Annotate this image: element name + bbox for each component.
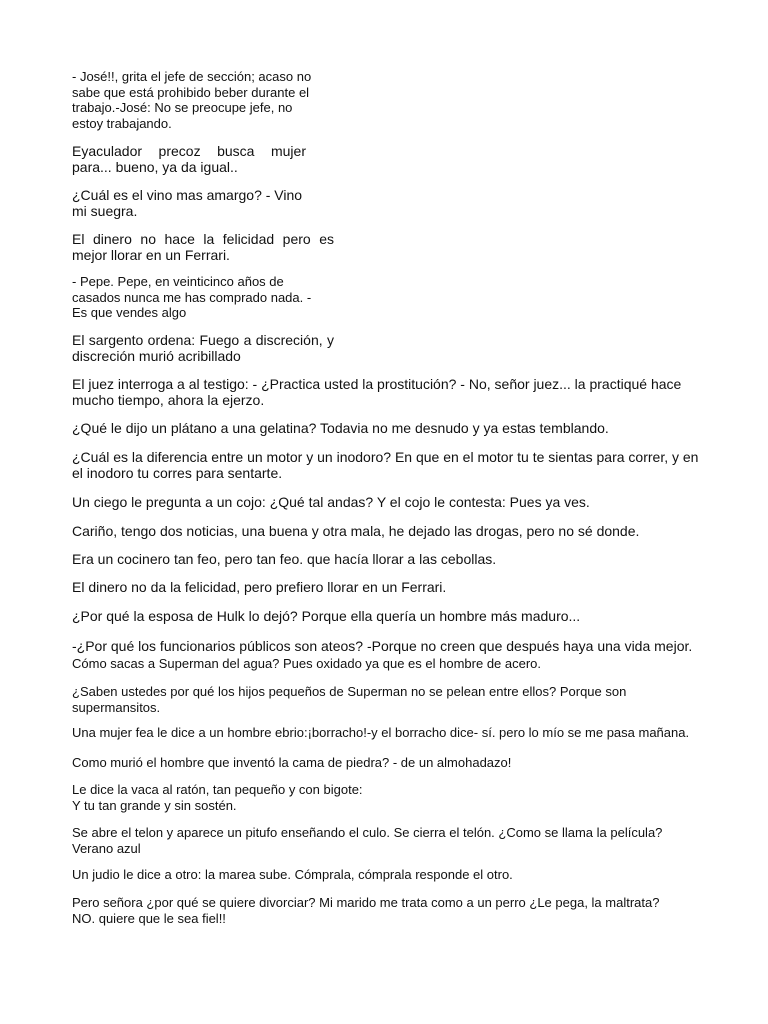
joke-paragraph: Como murió el hombre que inventó la cama de piedra? - de un almohadazo!	[72, 755, 512, 770]
joke-paragraph: Un ciego le pregunta a un cojo: ¿Qué tal andas? Y el cojo le contesta: Pues ya ves.	[72, 494, 590, 510]
joke-paragraph: El sargento ordena: Fuego a discreción, y discreción murió acribillado	[72, 332, 334, 364]
joke-paragraph: El dinero no hace la felicidad pero es mejor llorar en un Ferrari.	[72, 231, 334, 263]
joke-paragraph: - Pepe. Pepe, en veinticinco años de casados nunca me has comprado nada. - Es que vendes algo	[72, 274, 312, 320]
joke-paragraph: Un judio le dice a otro: la marea sube. Cómprala, cómprala responde el otro.	[72, 867, 513, 882]
joke-paragraph: Cómo sacas a Superman del agua? Pues oxidado ya que es el hombre de acero.	[72, 656, 542, 671]
joke-paragraph: Pero señora ¿por qué se quiere divorciar? Mi marido me trata como a un perro ¿Le pega, la maltrata? NO. quiere que le sea fiel!!	[72, 895, 660, 926]
joke-paragraph: ¿Qué le dijo un plátano a una gelatina? Todavia no me desnudo y ya estas temblando.	[72, 420, 609, 436]
joke-paragraph: Eyaculador precoz busca mujer para... bueno, ya da igual..	[72, 143, 306, 175]
joke-paragraph: El juez interroga a al testigo: - ¿Practica usted la prostitución? - No, señor juez... la practiqué hace mucho tiempo, ahora la ejerzo.	[72, 376, 682, 408]
joke-paragraph: Una mujer fea le dice a un hombre ebrio:¡borracho!-y el borracho dice- sí. pero lo mío se me pasa mañana.	[72, 725, 690, 740]
joke-paragraph: ¿Cuál es el vino mas amargo? - Vino mi suegra.	[72, 187, 303, 219]
joke-paragraph: ¿Cuál es la diferencia entre un motor y un inodoro? En que en el motor tu te sientas para correr, y en el inodoro tu corres para sentarte.	[72, 449, 699, 481]
joke-paragraph: - José!!, grita el jefe de sección; acaso no sabe que está prohibido beber durante el trabajo.-José: No se preocupe jefe, no estoy trabajando.	[72, 69, 312, 131]
joke-paragraph: -¿Por qué los funcionarios públicos son ateos? -Porque no creen que después haya una vida mejor.	[72, 638, 693, 654]
joke-paragraph: ¿Saben ustedes por qué los hijos pequeños de Superman no se pelean entre ellos? Porque son supermansitos.	[72, 684, 627, 715]
joke-paragraph: Cariño, tengo dos noticias, una buena y otra mala, he dejado las drogas, pero no sé donde.	[72, 523, 640, 539]
joke-paragraph: ¿Por qué la esposa de Hulk lo dejó? Porque ella quería un hombre más maduro...	[72, 608, 581, 624]
joke-paragraph: Se abre el telon y aparece un pitufo enseñando el culo. Se cierra el telón. ¿Como se llama la película? Verano azul	[72, 825, 663, 856]
joke-paragraph: Le dice la vaca al ratón, tan pequeño y con bigote: Y tu tan grande y sin sostén.	[72, 782, 363, 813]
joke-paragraph: El dinero no da la felicidad, pero prefiero llorar en un Ferrari.	[72, 579, 447, 595]
joke-paragraph: Era un cocinero tan feo, pero tan feo. que hacía llorar a las cebollas.	[72, 551, 497, 567]
